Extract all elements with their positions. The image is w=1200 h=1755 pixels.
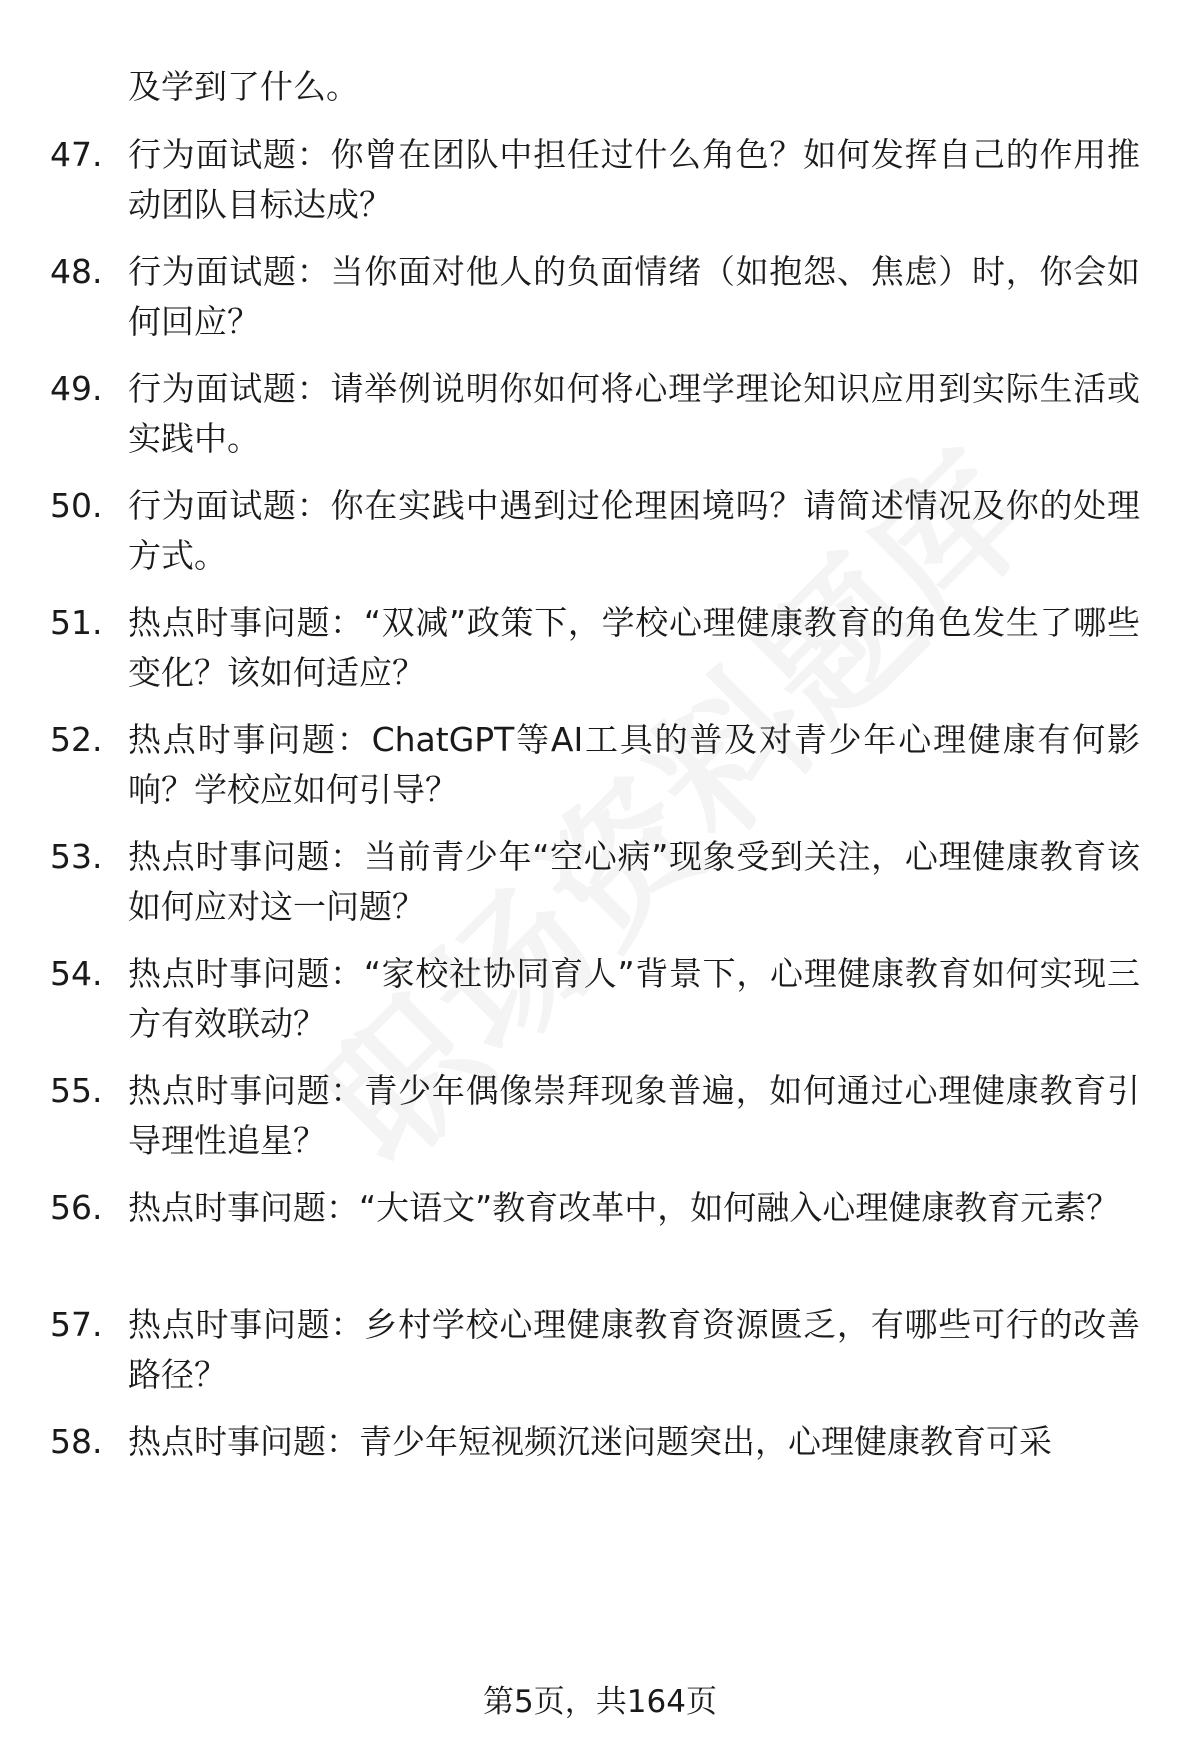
item-text: 热点时事问题：青少年短视频沉迷问题突出，心理健康教育可采 (128, 1422, 1052, 1461)
item-text: 行为面试题：当你面对他人的负面情绪（如抱怨、焦虑）时，你会如何回应？ (128, 252, 1140, 341)
item-text: 热点时事问题：ChatGPT等AI工具的普及对青少年心理健康有何影响？学校应如何引导？ (128, 720, 1140, 809)
item-number: 58. (50, 1422, 103, 1461)
item-text: 行为面试题：你在实践中遇到过伦理困境吗？请简述情况及你的处理方式。 (128, 486, 1140, 575)
item-number: 56. (50, 1188, 103, 1227)
item-number: 47. (50, 135, 103, 174)
item-number: 54. (50, 954, 103, 993)
page-footer: 第5页，共164页 (483, 1684, 717, 1720)
item-number: 48. (50, 252, 103, 291)
continued-line: 及学到了什么。 (128, 67, 359, 106)
item-text: 热点时事问题：青少年偶像崇拜现象普遍，如何通过心理健康教育引导理性追星？ (128, 1071, 1140, 1160)
item-number: 52. (50, 720, 103, 759)
item-number: 55. (50, 1071, 103, 1110)
item-text: 热点时事问题：“家校社协同育人”背景下，心理健康教育如何实现三方有效联动？ (128, 954, 1140, 1043)
item-number: 50. (50, 486, 103, 525)
item-number: 57. (50, 1305, 103, 1344)
item-text: 行为面试题：请举例说明你如何将心理学理论知识应用到实际生活或实践中。 (128, 369, 1140, 458)
item-number: 49. (50, 369, 103, 408)
item-text: 热点时事问题：乡村学校心理健康教育资源匮乏，有哪些可行的改善路径？ (128, 1305, 1140, 1394)
item-text: 行为面试题：你曾在团队中担任过什么角色？如何发挥自己的作用推动团队目标达成？ (128, 135, 1140, 224)
item-text: 热点时事问题：“大语文”教育改革中，如何融入心理健康教育元素？ (128, 1188, 1120, 1227)
item-text: 热点时事问题：“双减”政策下，学校心理健康教育的角色发生了哪些变化？该如何适应？ (128, 603, 1140, 692)
item-number: 51. (50, 603, 103, 642)
item-text: 热点时事问题：当前青少年“空心病”现象受到关注，心理健康教育该如何应对这一问题？ (128, 837, 1140, 926)
item-number: 53. (50, 837, 103, 876)
